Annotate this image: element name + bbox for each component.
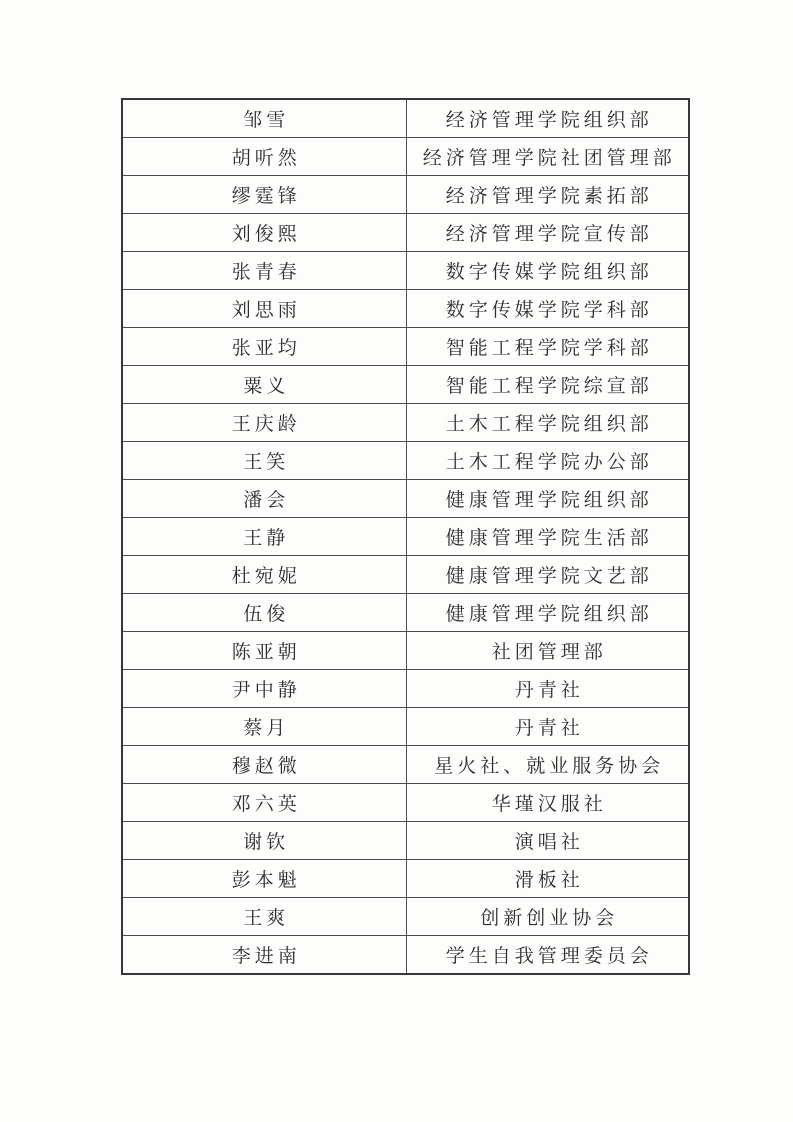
member-organization: 健康管理学院组织部	[406, 593, 689, 631]
table-row	[122, 593, 689, 631]
table-row	[122, 442, 689, 480]
member-name: 刘俊熙	[122, 214, 406, 252]
member-organization: 星火社、就业服务协会	[406, 745, 689, 783]
table-row	[122, 252, 689, 290]
member-name: 张亚均	[122, 328, 406, 366]
member-name: 王笑	[122, 442, 406, 480]
membership-table	[121, 98, 690, 975]
table-row	[122, 290, 689, 328]
table-row	[122, 745, 689, 783]
table-row	[122, 555, 689, 593]
member-organization: 土木工程学院办公部	[406, 442, 689, 480]
member-name: 邓六英	[122, 783, 406, 821]
member-name: 陈亚朝	[122, 631, 406, 669]
table-row	[122, 707, 689, 745]
member-name: 李进南	[122, 935, 406, 974]
member-organization: 经济管理学院组织部	[406, 99, 689, 138]
table-row	[122, 935, 689, 974]
table-row	[122, 99, 689, 138]
member-name: 张青春	[122, 252, 406, 290]
table-row	[122, 669, 689, 707]
member-organization: 经济管理学院社团管理部	[406, 138, 689, 176]
member-name: 王静	[122, 518, 406, 556]
member-name: 邹雪	[122, 99, 406, 138]
member-organization: 经济管理学院宣传部	[406, 214, 689, 252]
member-name: 胡听然	[122, 138, 406, 176]
member-organization: 健康管理学院生活部	[406, 518, 689, 556]
member-name: 彭本魁	[122, 859, 406, 897]
table-row	[122, 859, 689, 897]
member-organization: 数字传媒学院学科部	[406, 290, 689, 328]
table-row	[122, 366, 689, 404]
member-organization: 创新创业协会	[406, 897, 689, 935]
table-row	[122, 897, 689, 935]
member-organization: 社团管理部	[406, 631, 689, 669]
member-organization: 智能工程学院综宣部	[406, 366, 689, 404]
member-name: 蔡月	[122, 707, 406, 745]
table-row	[122, 138, 689, 176]
member-organization: 健康管理学院文艺部	[406, 555, 689, 593]
member-organization: 演唱社	[406, 821, 689, 859]
table-row	[122, 176, 689, 214]
member-organization: 丹青社	[406, 669, 689, 707]
table-row	[122, 328, 689, 366]
table-row	[122, 631, 689, 669]
table-row	[122, 518, 689, 556]
member-name: 潘会	[122, 480, 406, 518]
member-organization: 华瑾汉服社	[406, 783, 689, 821]
member-organization: 滑板社	[406, 859, 689, 897]
member-organization: 智能工程学院学科部	[406, 328, 689, 366]
member-organization: 丹青社	[406, 707, 689, 745]
membership-table-body	[122, 99, 689, 974]
member-name: 穆赵微	[122, 745, 406, 783]
table-row	[122, 214, 689, 252]
member-organization: 健康管理学院组织部	[406, 480, 689, 518]
member-organization: 经济管理学院素拓部	[406, 176, 689, 214]
member-name: 缪霆锋	[122, 176, 406, 214]
table-row	[122, 783, 689, 821]
member-name: 王庆龄	[122, 404, 406, 442]
member-name: 刘思雨	[122, 290, 406, 328]
table-row	[122, 480, 689, 518]
table-row	[122, 821, 689, 859]
table-row	[122, 404, 689, 442]
member-name: 王爽	[122, 897, 406, 935]
member-name: 伍俊	[122, 593, 406, 631]
member-name: 杜宛妮	[122, 555, 406, 593]
member-name: 谢钦	[122, 821, 406, 859]
member-organization: 学生自我管理委员会	[406, 935, 689, 974]
member-organization: 土木工程学院组织部	[406, 404, 689, 442]
member-name: 粟义	[122, 366, 406, 404]
member-name: 尹中静	[122, 669, 406, 707]
member-organization: 数字传媒学院组织部	[406, 252, 689, 290]
